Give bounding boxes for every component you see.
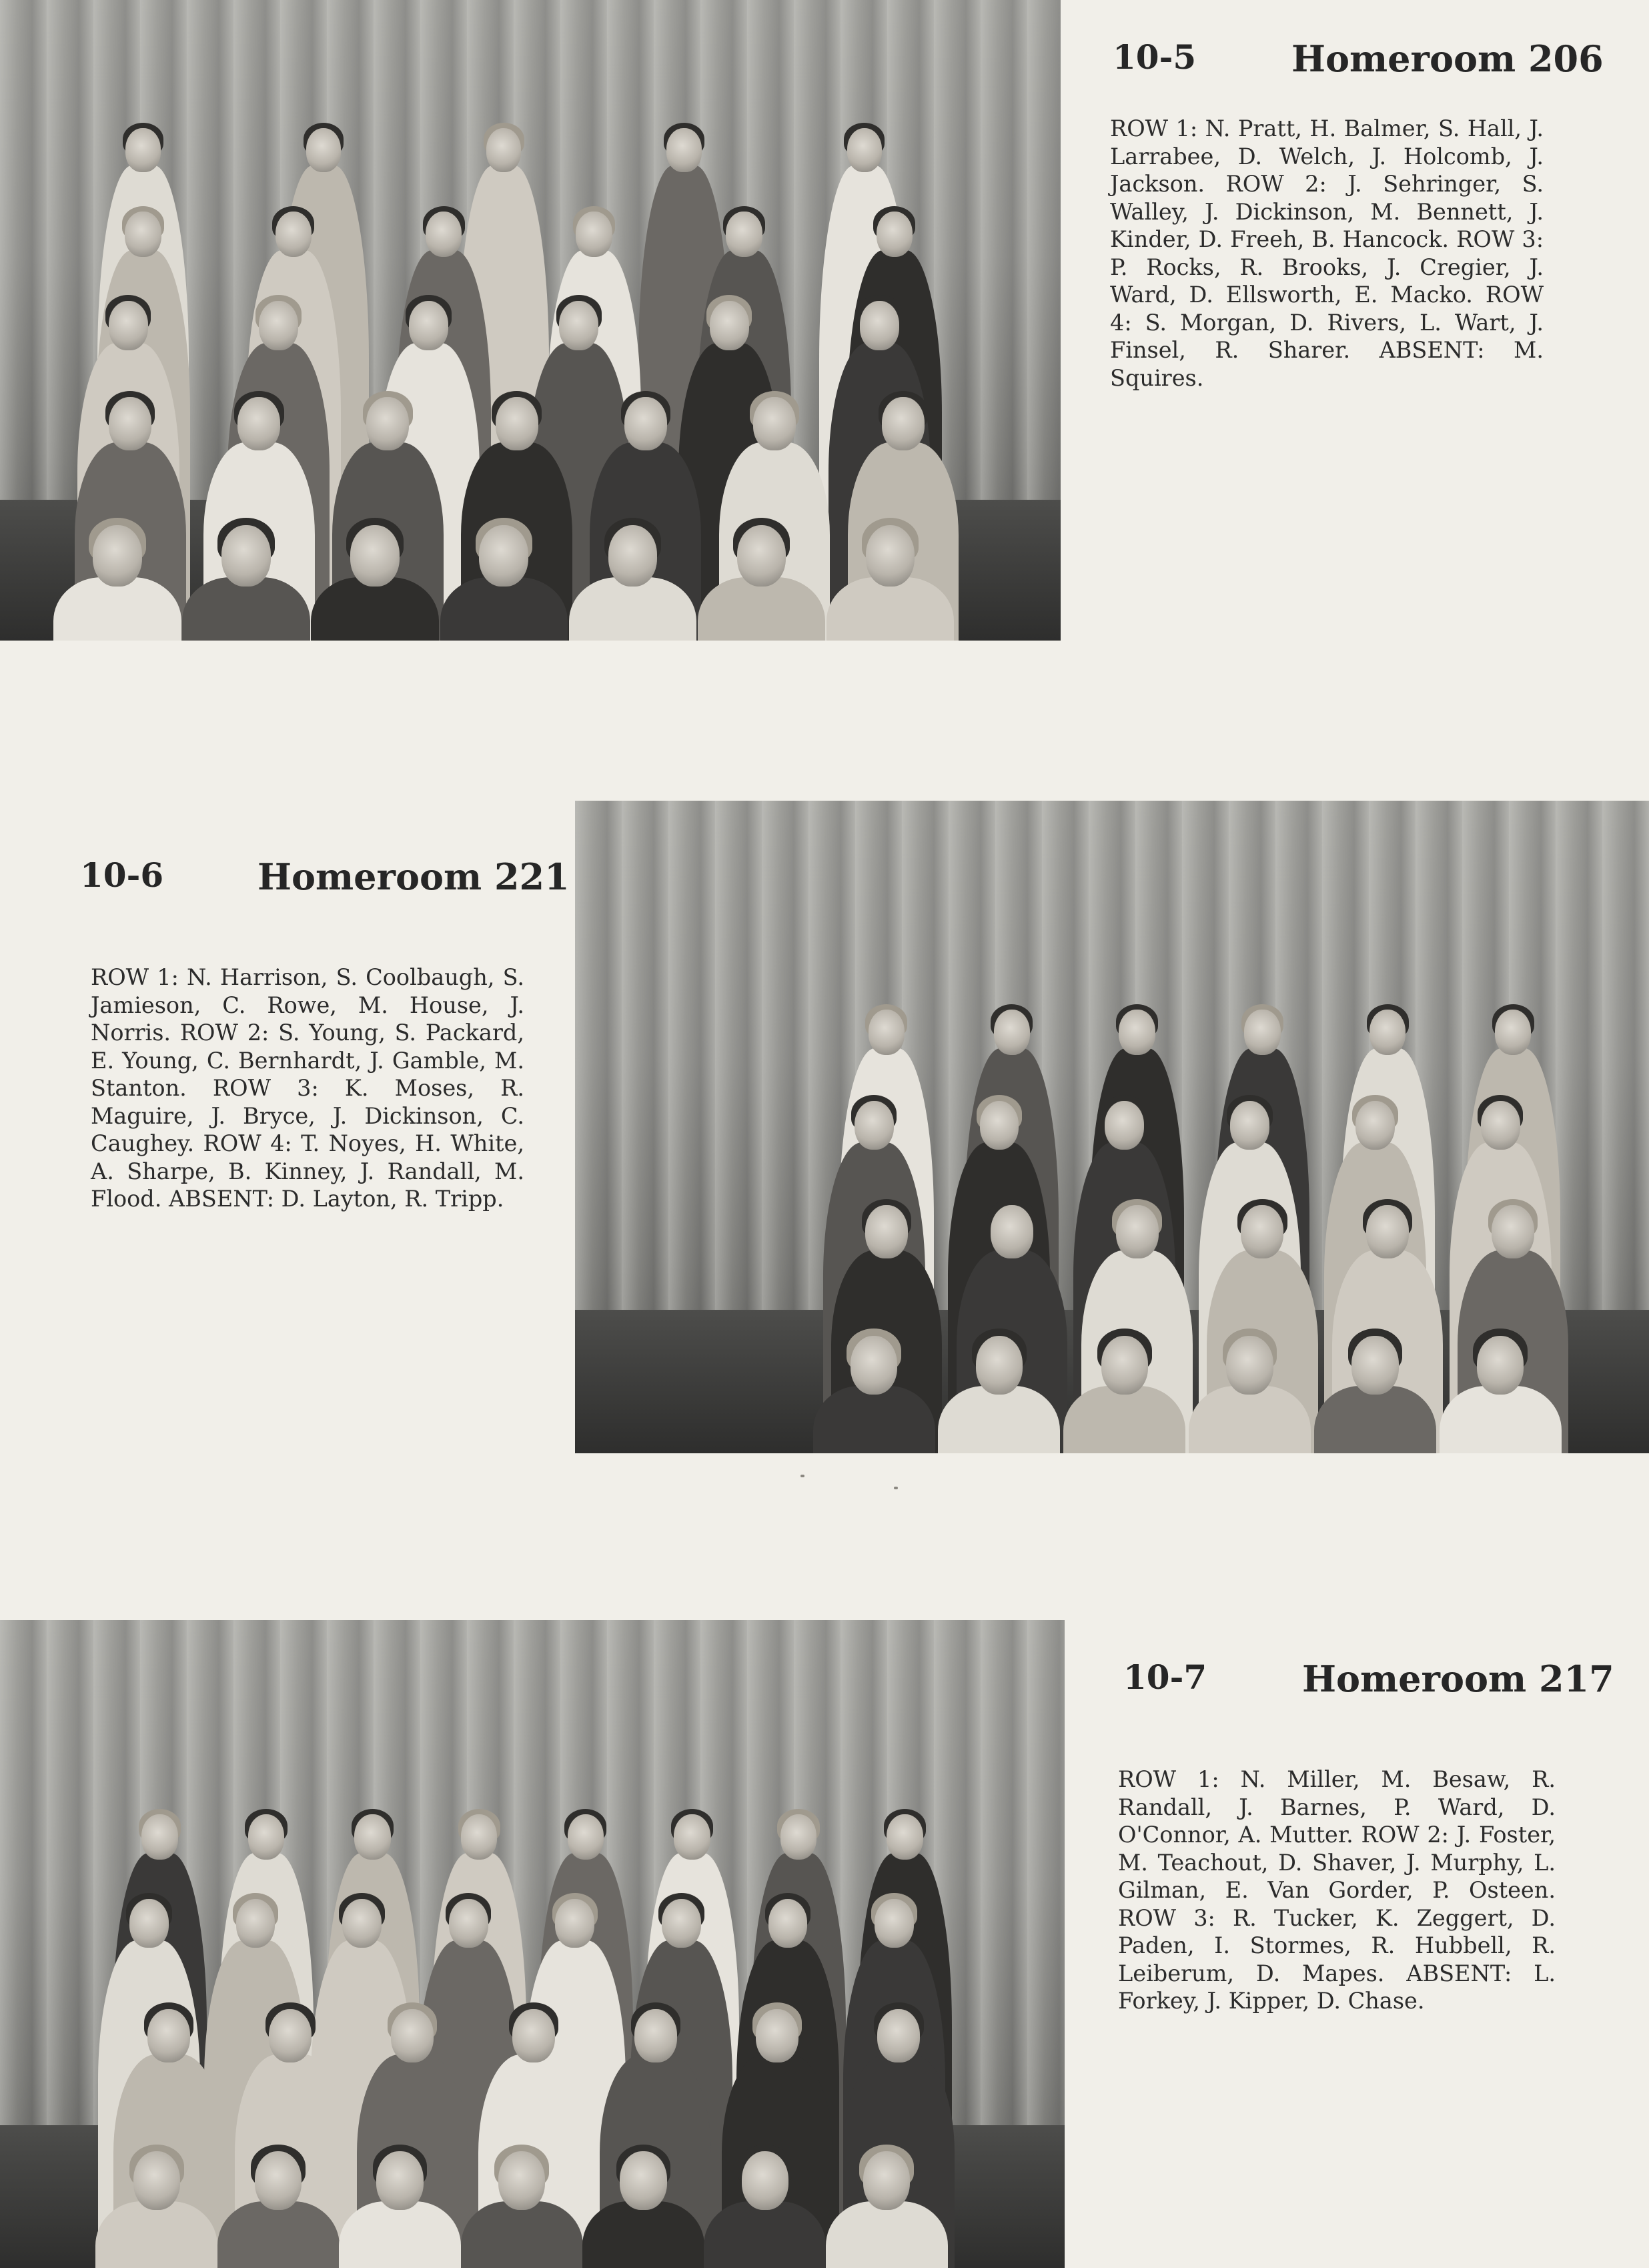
student-body bbox=[813, 1386, 935, 1453]
student-face bbox=[426, 212, 462, 257]
student-face bbox=[461, 1814, 497, 1860]
student-face bbox=[141, 1814, 177, 1860]
student-face bbox=[1495, 1010, 1531, 1055]
student-body bbox=[698, 577, 825, 641]
student-face bbox=[342, 1899, 382, 1948]
student-face bbox=[498, 2151, 545, 2210]
student-face bbox=[486, 128, 521, 172]
student-face bbox=[674, 1814, 710, 1860]
student-face bbox=[409, 301, 448, 350]
student-body bbox=[1063, 1386, 1185, 1453]
student-face bbox=[1481, 1101, 1520, 1150]
student-face bbox=[559, 301, 598, 350]
student-face bbox=[991, 1205, 1033, 1258]
student-body bbox=[1440, 1386, 1562, 1453]
student-face bbox=[608, 525, 658, 587]
homeroom-221-class-photo bbox=[575, 801, 1649, 1453]
students-group bbox=[575, 801, 1649, 1453]
section-code-10-6: 10-6 bbox=[80, 855, 164, 895]
student-face bbox=[860, 301, 899, 350]
student-face bbox=[877, 2009, 920, 2062]
student-face bbox=[109, 301, 148, 350]
student-body bbox=[217, 2201, 340, 2268]
student-body bbox=[440, 577, 568, 641]
student-face bbox=[624, 397, 667, 450]
student-face bbox=[855, 1101, 894, 1150]
student-body bbox=[1314, 1386, 1436, 1453]
student-body bbox=[461, 2201, 583, 2268]
student-face bbox=[350, 525, 400, 587]
student-face bbox=[1492, 1205, 1534, 1258]
students-group bbox=[0, 0, 1061, 641]
student-face bbox=[306, 128, 341, 172]
student-face bbox=[255, 2151, 302, 2210]
student-face bbox=[980, 1101, 1019, 1150]
section-code-10-7: 10-7 bbox=[1123, 1657, 1207, 1697]
student-face bbox=[449, 1899, 488, 1948]
student-face bbox=[620, 2151, 666, 2210]
student-face bbox=[847, 128, 882, 172]
student-face bbox=[742, 2151, 788, 2210]
student-face bbox=[1101, 1336, 1148, 1395]
student-face bbox=[994, 1010, 1030, 1055]
student-body bbox=[53, 577, 181, 641]
section-roster-10-6: ROW 1: N. Harrison, S. Coolbaugh, S. Jamieson, C. Rowe, M. House, J. Norris. ROW 2: S. Young, S. Packard, E. Young, C. Bernhardt, J. Gamble, M. Stanton. ROW 3: K. Moses, R. Maguire, J. Bryce, J. Dickinson, C. Caughey. ROW 4: T. Noyes, H. White, A. Sharpe, B. Kinney, J. Randall, M. Flood. ABSENT: D. Layton, R. Tripp. bbox=[91, 964, 524, 1212]
section-roster-10-7: ROW 1: N. Miller, M. Besaw, R. Randall, J. Barnes, P. Ward, D. O'Connor, A. Mutter. ROW 2: J. Foster, M. Teachout, D. Shaver, J. Murphy, L. Gilman, E. Van Gorder, P. Osteen. ROW 3: R. Tucker, K. Zeggert, D. Paden, I. Stormes, R. Hubbell, R. Leiberum, D. Mapes. ABSENT: L. Forkey, J. Kipper, D. Chase. bbox=[1118, 1766, 1556, 2014]
student-face bbox=[147, 2009, 190, 2062]
student-body bbox=[582, 2201, 704, 2268]
student-body bbox=[339, 2201, 461, 2268]
student-body bbox=[1189, 1386, 1311, 1453]
student-face bbox=[976, 1336, 1023, 1395]
student-face bbox=[109, 397, 151, 450]
student-face bbox=[259, 301, 298, 350]
student-face bbox=[276, 212, 312, 257]
paper-speck bbox=[800, 1475, 804, 1477]
student-face bbox=[768, 1899, 808, 1948]
student-face bbox=[376, 2151, 423, 2210]
student-face bbox=[634, 2009, 677, 2062]
student-face bbox=[1369, 1010, 1406, 1055]
student-face bbox=[269, 2009, 312, 2062]
student-body bbox=[311, 577, 438, 641]
student-face bbox=[366, 397, 409, 450]
student-body bbox=[704, 2201, 826, 2268]
student-face bbox=[737, 525, 786, 587]
student-face bbox=[248, 1814, 284, 1860]
student-face bbox=[866, 525, 915, 587]
students-group bbox=[0, 1620, 1065, 2268]
student-face bbox=[125, 128, 160, 172]
student-face bbox=[1355, 1101, 1395, 1150]
student-body bbox=[569, 577, 696, 641]
student-body bbox=[938, 1386, 1060, 1453]
student-face bbox=[576, 212, 612, 257]
student-body bbox=[826, 2201, 948, 2268]
student-face bbox=[568, 1814, 604, 1860]
student-face bbox=[391, 2009, 434, 2062]
student-face bbox=[133, 2151, 180, 2210]
student-face bbox=[863, 2151, 910, 2210]
student-face bbox=[237, 397, 280, 450]
student-face bbox=[666, 128, 701, 172]
student-face bbox=[1244, 1010, 1280, 1055]
student-face bbox=[726, 212, 762, 257]
student-face bbox=[555, 1899, 594, 1948]
student-face bbox=[129, 1899, 169, 1948]
student-face bbox=[875, 1899, 914, 1948]
homeroom-206-class-photo bbox=[0, 0, 1061, 641]
student-face bbox=[1241, 1205, 1283, 1258]
section-title-homeroom-206: Homeroom 206 bbox=[1291, 37, 1604, 80]
student-face bbox=[753, 397, 796, 450]
section-code-10-5: 10-5 bbox=[1113, 37, 1197, 77]
student-face bbox=[1116, 1205, 1159, 1258]
student-face bbox=[512, 2009, 555, 2062]
student-face bbox=[882, 397, 925, 450]
section-title-homeroom-221: Homeroom 221 bbox=[257, 855, 570, 898]
student-face bbox=[1226, 1336, 1273, 1395]
student-face bbox=[869, 1010, 905, 1055]
student-body bbox=[827, 577, 954, 641]
student-face bbox=[93, 525, 142, 587]
student-face bbox=[710, 301, 749, 350]
section-title-homeroom-217: Homeroom 217 bbox=[1302, 1657, 1614, 1700]
student-face bbox=[865, 1205, 908, 1258]
student-face bbox=[877, 212, 913, 257]
student-face bbox=[125, 212, 161, 257]
student-face bbox=[1366, 1205, 1409, 1258]
student-face bbox=[1105, 1101, 1144, 1150]
homeroom-217-class-photo bbox=[0, 1620, 1065, 2268]
section-roster-10-5: ROW 1: N. Pratt, H. Balmer, S. Hall, J. Larrabee, D. Welch, J. Holcomb, J. Jackson. ROW 2: J. Sehringer, S. Walley, J. Dickinson, M. Bennett, J. Kinder, D. Freeh, B. Hancock. ROW 3: P. Rocks, R. Brooks, J. Cregier, J. Ward, D. Ellsworth, E. Macko. ROW 4: S. Morgan, D. Rivers, L. Wart, J. Finsel, R. Sharer. ABSENT: M. Squires. bbox=[1110, 115, 1544, 391]
student-face bbox=[1119, 1010, 1155, 1055]
student-face bbox=[780, 1814, 816, 1860]
student-face bbox=[1230, 1101, 1269, 1150]
student-face bbox=[236, 1899, 276, 1948]
student-face bbox=[221, 525, 271, 587]
student-face bbox=[479, 525, 528, 587]
student-face bbox=[496, 397, 538, 450]
student-face bbox=[851, 1336, 897, 1395]
student-body bbox=[182, 577, 310, 641]
student-face bbox=[354, 1814, 390, 1860]
student-face bbox=[1351, 1336, 1398, 1395]
student-face bbox=[756, 2009, 798, 2062]
student-body bbox=[95, 2201, 217, 2268]
student-face bbox=[662, 1899, 701, 1948]
student-face bbox=[887, 1814, 923, 1860]
student-face bbox=[1477, 1336, 1524, 1395]
paper-speck bbox=[894, 1487, 898, 1489]
